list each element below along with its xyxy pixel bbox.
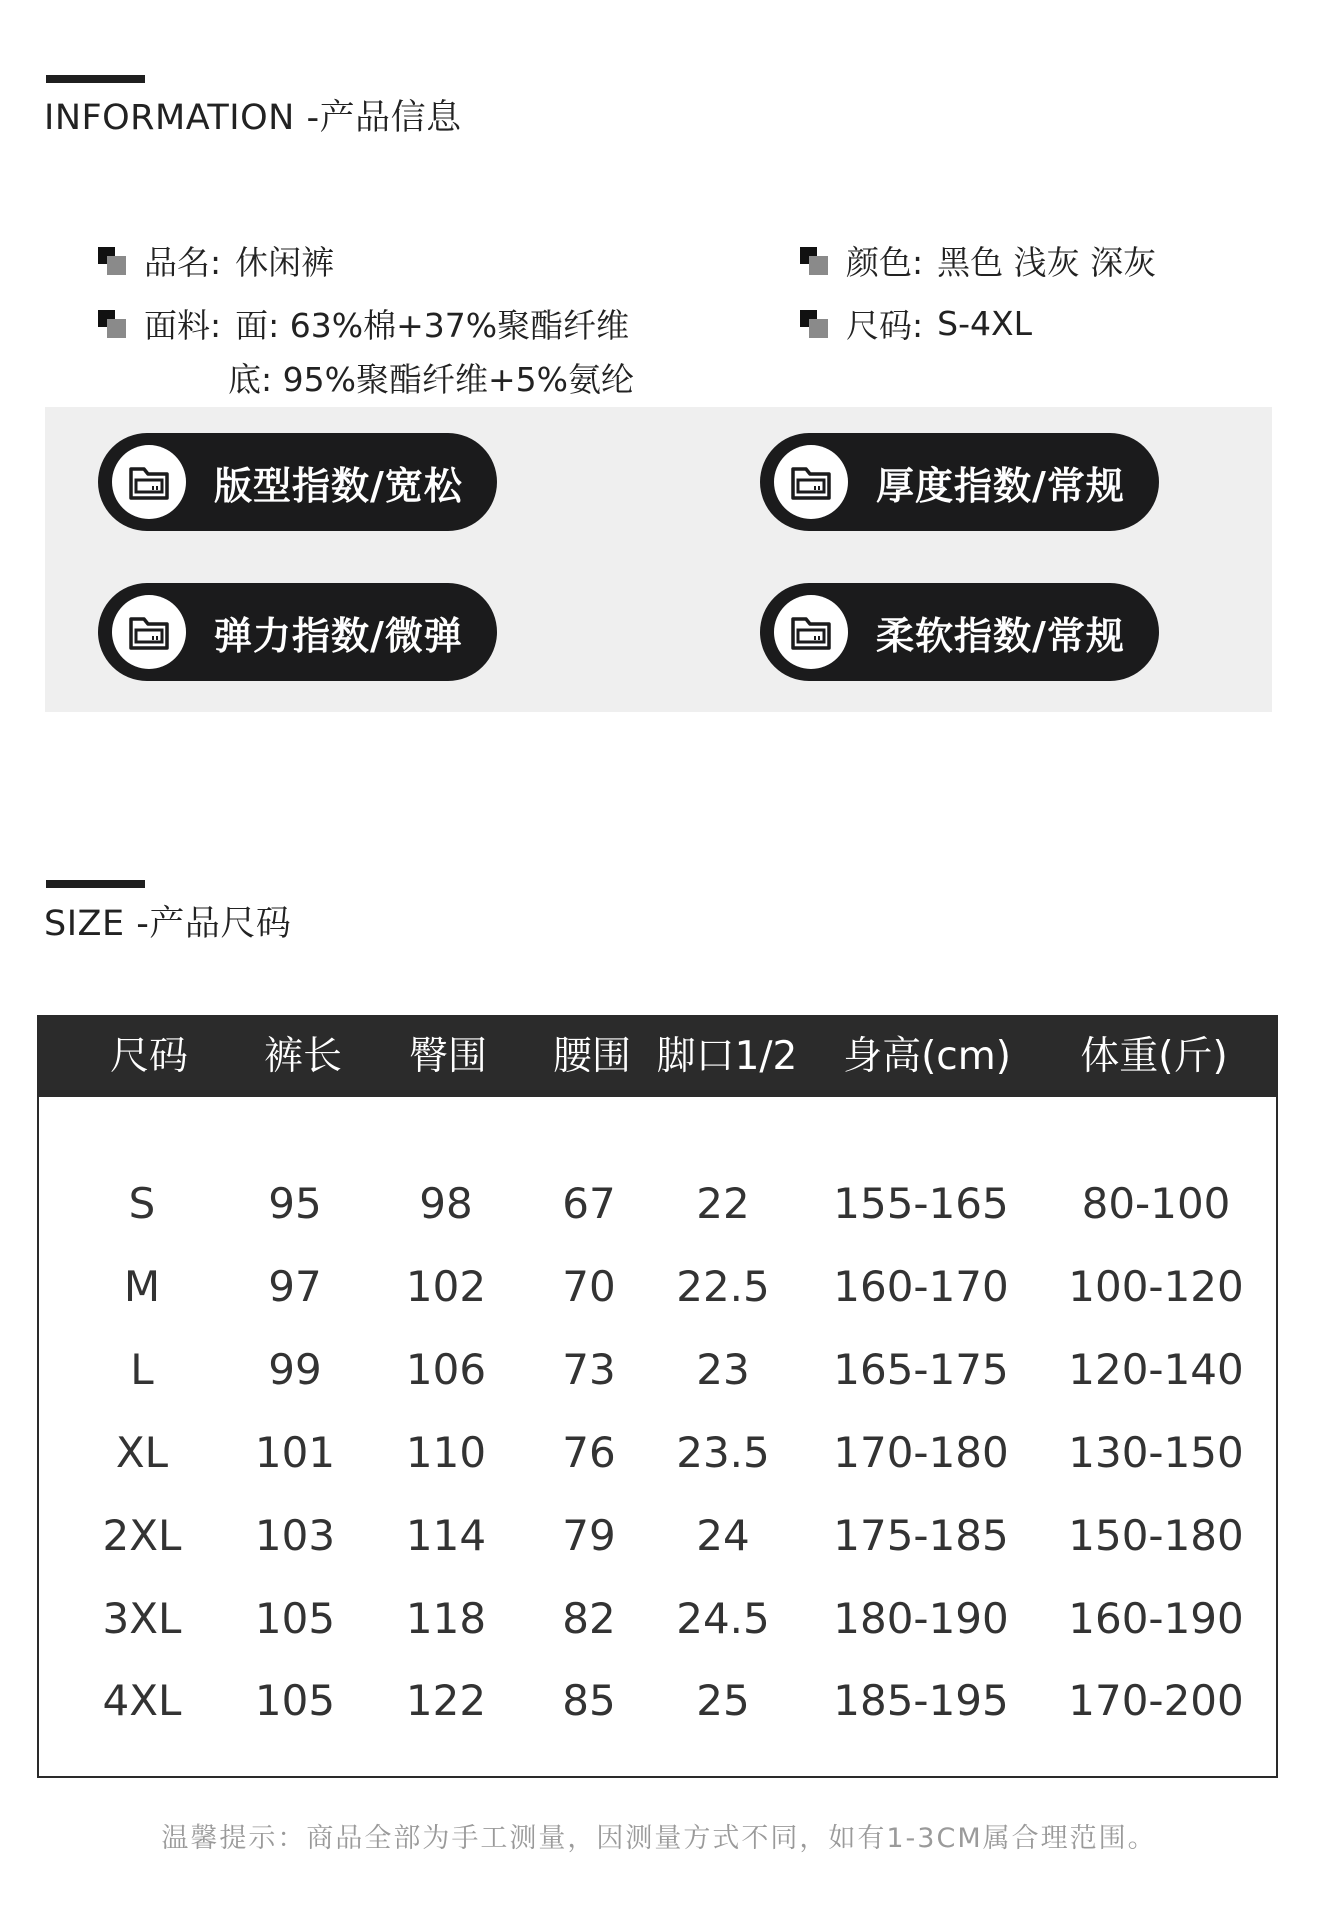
table-cell: 170-180 (833, 1428, 1009, 1477)
table-cell: M (123, 1262, 161, 1311)
table-cell: 155-165 (833, 1179, 1009, 1228)
table-cell: 25 (696, 1676, 750, 1725)
table-cell: 150-180 (1068, 1511, 1244, 1560)
square-bullet-icon (800, 247, 828, 275)
table-cell: 160-170 (833, 1262, 1009, 1311)
index-label-elasticity: 弹力指数/微弹 (214, 613, 463, 658)
product-name-value: 休闲裤 (235, 243, 335, 282)
index-pill-elasticity (98, 583, 497, 681)
section-bar-size (46, 880, 145, 888)
index-pill-softness (760, 583, 1159, 681)
header-cell: 腰围 (552, 1034, 632, 1079)
color-value: 黑色 浅灰 深灰 (937, 243, 1157, 282)
table-cell: 102 (405, 1262, 487, 1311)
table-cell: 79 (562, 1511, 616, 1560)
index-panel (45, 407, 1272, 712)
info-fabric-inner (228, 354, 634, 401)
table-cell: 100-120 (1068, 1262, 1244, 1311)
table-cell: 4XL (102, 1676, 182, 1725)
table-cell: XL (115, 1428, 169, 1477)
table-cell: 105 (254, 1594, 336, 1643)
table-cell: 76 (562, 1428, 616, 1477)
table-cell: 106 (405, 1345, 487, 1394)
header-cell: 体重(斤) (1080, 1034, 1228, 1079)
size-label: 尺码: (846, 306, 924, 345)
size-value: S-4XL (937, 304, 1032, 343)
info-size (800, 300, 1032, 347)
table-cell: 95 (268, 1179, 322, 1228)
color-label: 颜色: (846, 243, 924, 282)
table-cell: 98 (419, 1179, 473, 1228)
index-label-fit: 版型指数/宽松 (214, 463, 463, 508)
table-row (39, 1506, 1276, 1566)
header-cell: 尺码 (109, 1034, 189, 1079)
table-cell: 103 (254, 1511, 336, 1560)
info-fabric (98, 300, 629, 347)
table-row (39, 1423, 1276, 1483)
index-label-softness: 柔软指数/常规 (876, 613, 1125, 658)
fabric-value-inner: 底: 95%聚酯纤维+5%氨纶 (228, 360, 634, 399)
fabric-label: 面料: (144, 306, 222, 345)
table-cell: 175-185 (833, 1511, 1009, 1560)
table-cell: 105 (254, 1676, 336, 1725)
folder-icon (774, 445, 848, 519)
table-cell: S (128, 1179, 156, 1228)
index-label-thickness: 厚度指数/常规 (876, 463, 1125, 508)
table-cell: 130-150 (1068, 1428, 1244, 1477)
table-cell: 118 (405, 1594, 487, 1643)
table-row (39, 1340, 1276, 1400)
table-cell: 122 (405, 1676, 487, 1725)
fabric-value-outer: 面: 63%棉+37%聚酯纤维 (235, 306, 630, 345)
table-cell: 23.5 (676, 1428, 770, 1477)
info-product-name (98, 237, 334, 284)
table-cell: 97 (268, 1262, 322, 1311)
section-title-size: SIZE -产品尺码 (44, 904, 292, 944)
table-cell: 110 (405, 1428, 487, 1477)
table-cell: 101 (254, 1428, 336, 1477)
table-cell: 114 (405, 1511, 487, 1560)
table-cell: 120-140 (1068, 1345, 1244, 1394)
table-cell: 165-175 (833, 1345, 1009, 1394)
header-cell: 脚口1/2 (656, 1034, 798, 1079)
folder-icon (112, 595, 186, 669)
index-pill-thickness (760, 433, 1159, 531)
table-cell: 160-190 (1068, 1594, 1244, 1643)
folder-icon (112, 445, 186, 519)
table-cell: 85 (562, 1676, 616, 1725)
section-bar-information (46, 75, 145, 83)
table-row (39, 1257, 1276, 1317)
table-row (39, 1671, 1276, 1731)
size-table (37, 1015, 1278, 1778)
table-cell: 22 (696, 1179, 750, 1228)
folder-icon (774, 595, 848, 669)
index-pill-fit (98, 433, 497, 531)
measurement-tip: 温馨提示：商品全部为手工测量，因测量方式不同，如有1-3CM属合理范围。 (161, 1823, 1157, 1854)
table-cell: 23 (696, 1345, 750, 1394)
table-cell: 170-200 (1068, 1676, 1244, 1725)
table-row (39, 1174, 1276, 1234)
table-cell: 73 (562, 1345, 616, 1394)
header-cell: 裤长 (263, 1034, 343, 1079)
table-cell: 180-190 (833, 1594, 1009, 1643)
table-cell: 70 (562, 1262, 616, 1311)
product-name-label: 品名: (144, 243, 222, 282)
table-cell: 22.5 (676, 1262, 770, 1311)
square-bullet-icon (98, 310, 126, 338)
table-cell: 67 (562, 1179, 616, 1228)
table-cell: 3XL (102, 1594, 182, 1643)
table-cell: L (130, 1345, 154, 1394)
info-color (800, 237, 1156, 284)
table-cell: 82 (562, 1594, 616, 1643)
square-bullet-icon (98, 247, 126, 275)
section-title-information: INFORMATION -产品信息 (44, 98, 462, 138)
size-table-header (39, 1017, 1276, 1097)
table-cell: 24.5 (676, 1594, 770, 1643)
table-cell: 99 (268, 1345, 322, 1394)
table-cell: 24 (696, 1511, 750, 1560)
header-cell: 臀围 (408, 1034, 488, 1079)
table-cell: 2XL (102, 1511, 182, 1560)
table-cell: 80-100 (1081, 1179, 1231, 1228)
square-bullet-icon (800, 310, 828, 338)
table-row (39, 1589, 1276, 1649)
header-cell: 身高(cm) (843, 1034, 1011, 1079)
table-cell: 185-195 (833, 1676, 1009, 1725)
